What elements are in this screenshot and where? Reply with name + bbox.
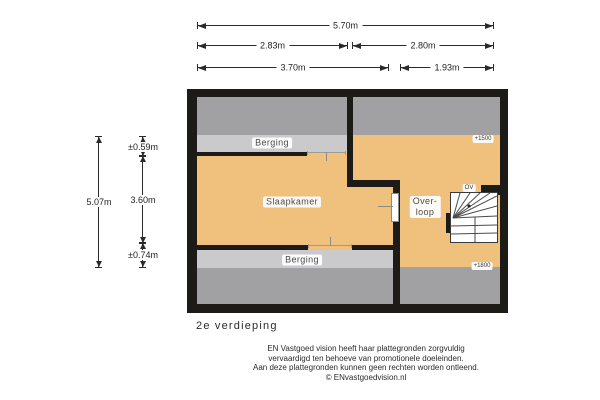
dim-arrow [140,261,146,267]
zone-topright-dark [353,97,500,135]
room-label-slaapkamer: Slaapkamer [263,197,321,208]
dimension-label: ±0.74m [128,250,158,260]
wall-slaapkamer-south-left [197,245,308,250]
room-label-overloop-line2: loop [415,207,435,217]
height-marker-1500: +1500 [474,136,492,142]
dim-tick [493,64,494,71]
height-marker-1800: +1800 [473,263,491,269]
dim-tick [388,64,389,71]
dimension-label: 1.93m [430,63,463,73]
dim-tick [493,42,494,49]
opening-bottom-tick-left [308,244,309,248]
dim-arrow [353,43,361,49]
stairs-icon [451,193,497,242]
opening-bottom-tick-right [351,244,352,248]
room-label-overloop [410,196,441,218]
disclaimer-line1: EN Vastgoed vision heeft haar plattegronden zorgvuldig [267,344,465,353]
door-swing-line [378,206,393,207]
dim-arrow [140,243,146,249]
dim-arrow [339,43,347,49]
dimension-label: 5.70m [329,21,362,31]
dimension-left-total [86,137,112,267]
dim-arrow [140,156,146,162]
zone-overloop-bottom-dark [400,267,500,304]
dimension-left-seg1 [128,137,158,156]
opening-top-tick-right [345,151,346,155]
disclaimer-line3: Aan deze plattegronden kunnen geen rechten worden ontleend. [253,363,479,373]
opening-bottom-tick-center [330,237,331,246]
dim-arrow [96,137,102,143]
dim-arrow [485,23,493,29]
dim-tick [347,42,348,49]
disclaimer-line4: © ENvastgoedvision.nl [325,372,407,382]
dimension-label: 3.70m [276,63,309,73]
dim-arrow [198,23,206,29]
dimension-top-left-370 [198,62,388,73]
room-label-overloop-line1: Over- [412,196,438,206]
floorplan-interior [197,97,500,304]
stairs-ov-label: OV [464,185,474,191]
dimension-top-right-280 [353,40,493,51]
dim-arrow [96,261,102,267]
dimension-label: ±0.59m [128,141,158,152]
dim-arrow [485,65,493,71]
dim-arrow [198,43,206,49]
staircase [450,192,498,243]
dimension-label: 3.60m [130,194,156,205]
dim-arrow [380,65,388,71]
dimension-label: 2.80m [406,41,439,51]
door-leaf [391,193,399,222]
disclaimer [150,344,582,382]
opening-top-tick-left [307,151,308,155]
disclaimer-line2: vervaardigd ten behoeve van promotionele doeleinden. [268,353,464,363]
dim-arrow [198,65,206,71]
opening-top-tick-center [326,152,327,161]
dim-tick [95,267,102,268]
dimension-label: 2.83m [256,41,289,51]
wall-divider-north [347,97,353,187]
dimension-left-seg2 [130,156,156,243]
wall-berging-top [197,152,307,156]
floorplan-outline [187,89,508,313]
dimension-top-total [198,20,493,31]
dim-arrow [401,65,409,71]
wall-slaapkamer-south-right [352,245,400,250]
dim-tick [139,267,146,268]
zone-berging-bottom-dark [197,268,393,304]
dimension-left-seg3 [128,243,158,267]
dimension-top-right-193 [401,62,493,73]
dimension-top-left-283 [198,40,347,51]
dimension-label: 5.07m [86,197,112,207]
room-label-berging-bottom: Berging [282,255,322,266]
room-label-berging-top: Berging [252,138,292,149]
dim-arrow [485,43,493,49]
floor-title: 2e verdieping [196,320,278,332]
dim-tick [493,22,494,29]
zone-berging-top-dark [197,97,347,135]
